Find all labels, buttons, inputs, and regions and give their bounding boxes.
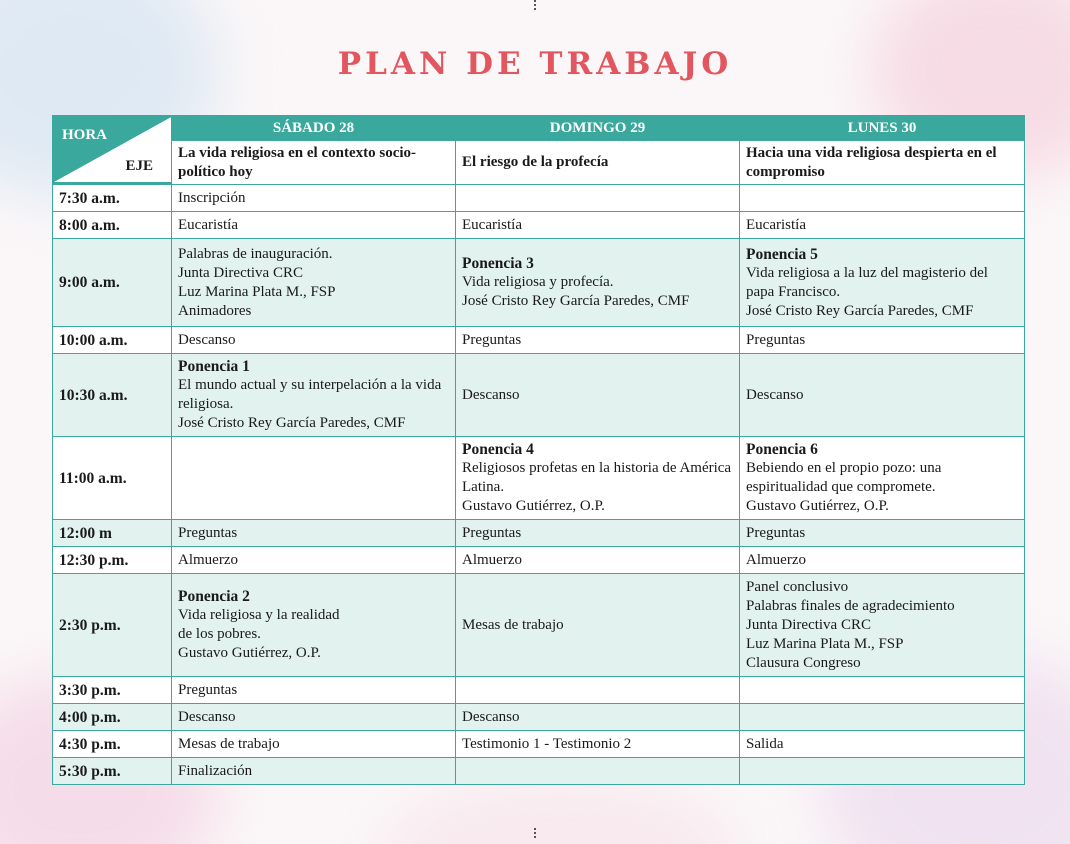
activity-text: Descanso [462, 708, 520, 725]
activity-cell-lunes [740, 547, 1025, 574]
activity-text: Descanso [746, 386, 804, 403]
activity-cell-domingo [456, 547, 740, 574]
activity-cell-sabado [172, 677, 456, 704]
activity-text: Eucaristía [178, 216, 238, 233]
day-header-sabado: SÁBADO 28 [172, 116, 456, 141]
hora-eje-corner [53, 116, 172, 185]
activity-text: de los pobres. [178, 626, 261, 642]
ponencia-label: Ponencia 2 [178, 588, 250, 605]
eje-sabado: La vida religiosa en el contexto socio-político hoy [172, 141, 456, 185]
activity-cell-sabado [172, 574, 456, 677]
activity-cell-lunes [740, 212, 1025, 239]
schedule-row [53, 547, 1025, 574]
activity-cell-sabado [172, 547, 456, 574]
ponencia-label: Ponencia 5 [746, 245, 818, 263]
activity-text: Preguntas [462, 331, 522, 348]
activity-text: Testimonio 1 - Testimonio 2 [462, 735, 632, 752]
activity-cell-lunes [740, 758, 1025, 785]
hour-cell: 5:30 p.m. [53, 758, 172, 785]
activity-text: Gustavo Gutiérrez, O.P. [746, 498, 889, 514]
activity-cell-lunes [740, 677, 1025, 704]
activity-cell-sabado [172, 354, 456, 437]
activity-cell-domingo [456, 574, 740, 677]
activity-cell-lunes [740, 185, 1025, 212]
schedule-row [53, 212, 1025, 239]
hour-cell: 10:00 a.m. [53, 327, 172, 354]
day-header-domingo: DOMINGO 29 [456, 116, 740, 141]
activity-text: Clausura Congreso [746, 654, 861, 671]
activity-cell-sabado [172, 520, 456, 547]
hour-cell: 12:30 p.m. [53, 547, 172, 574]
hour-cell: 7:30 a.m. [53, 185, 172, 212]
hour-cell: 4:30 p.m. [53, 731, 172, 758]
activity-cell-domingo [456, 677, 740, 704]
fold-marker-bottom [534, 828, 536, 840]
hour-cell: 8:00 a.m. [53, 212, 172, 239]
hour-cell: 10:30 a.m. [53, 354, 172, 437]
activity-text: Mesas de trabajo [462, 616, 564, 633]
activity-text: Eucaristía [462, 216, 522, 233]
schedule-row [53, 185, 1025, 212]
eje-lunes: Hacia una vida religiosa despierta en el compromiso [740, 141, 1025, 185]
activity-cell-domingo [456, 239, 740, 327]
activity-text: Preguntas [178, 524, 238, 541]
activity-text: Animadores [178, 302, 252, 319]
activity-cell-lunes [740, 354, 1025, 437]
schedule-row [53, 758, 1025, 785]
activity-text: Mesas de trabajo [178, 735, 280, 752]
activity-cell-sabado [172, 704, 456, 731]
schedule-row [53, 677, 1025, 704]
activity-cell-sabado [172, 731, 456, 758]
eje-label: EJE [125, 158, 153, 174]
activity-cell-domingo [456, 185, 740, 212]
activity-text: Preguntas [746, 524, 806, 541]
activity-text: Preguntas [746, 331, 806, 348]
activity-cell-lunes [740, 731, 1025, 758]
activity-text: Almuerzo [462, 551, 522, 568]
activity-text: Junta Directiva CRC [178, 264, 303, 281]
activity-cell-sabado [172, 327, 456, 354]
activity-text: Almuerzo [746, 551, 806, 568]
activity-text: Descanso [178, 331, 236, 348]
activity-text: José Cristo Rey García Paredes, CMF [462, 293, 690, 309]
activity-cell-lunes [740, 520, 1025, 547]
activity-cell-lunes [740, 704, 1025, 731]
activity-cell-sabado [172, 212, 456, 239]
activity-cell-domingo [456, 520, 740, 547]
activity-text: Finalización [178, 762, 253, 779]
activity-cell-domingo [456, 327, 740, 354]
activity-text: Religiosos profetas en la historia de América Latina. [462, 460, 732, 495]
activity-cell-domingo [456, 212, 740, 239]
eje-domingo: El riesgo de la profecía [456, 141, 740, 185]
activity-text: Gustavo Gutiérrez, O.P. [462, 498, 605, 514]
activity-text: Vida religiosa y profecía. [462, 274, 614, 290]
activity-text: Bebiendo en el propio pozo: una espiritualidad que compromete. [746, 460, 942, 495]
activity-cell-sabado [172, 758, 456, 785]
ponencia-label: Ponencia 1 [178, 358, 250, 375]
activity-text: Almuerzo [178, 551, 238, 568]
activity-text: Vida religiosa a la luz del magisterio del papa Francisco. [746, 264, 988, 300]
activity-cell-domingo [456, 731, 740, 758]
schedule-row [53, 520, 1025, 547]
activity-text: Gustavo Gutiérrez, O.P. [178, 645, 321, 661]
activity-text: Eucaristía [746, 216, 806, 233]
activity-text: Inscripción [178, 189, 246, 206]
activity-cell-sabado [172, 239, 456, 327]
activity-cell-lunes [740, 437, 1025, 520]
schedule-table [52, 115, 1025, 785]
schedule-row [53, 239, 1025, 327]
activity-cell-lunes [740, 574, 1025, 677]
activity-cell-lunes [740, 327, 1025, 354]
schedule-row [53, 574, 1025, 677]
hour-cell: 3:30 p.m. [53, 677, 172, 704]
activity-text: El mundo actual y su interpelación a la vida religiosa. [178, 377, 442, 412]
activity-text: Palabras de inauguración. [178, 245, 333, 262]
activity-text: José Cristo Rey García Paredes, CMF [178, 415, 406, 431]
activity-cell-sabado [172, 437, 456, 520]
activity-text: Descanso [178, 708, 236, 725]
ponencia-label: Ponencia 4 [462, 441, 534, 458]
activity-cell-sabado [172, 185, 456, 212]
activity-text: Panel conclusivo [746, 578, 849, 595]
activity-text: Salida [746, 735, 784, 752]
activity-text: Preguntas [462, 524, 522, 541]
fold-marker-top [534, 0, 536, 12]
hora-label: HORA [62, 127, 107, 143]
activity-cell-domingo [456, 354, 740, 437]
schedule-row [53, 731, 1025, 758]
hour-cell: 9:00 a.m. [53, 239, 172, 327]
schedule-row [53, 704, 1025, 731]
activity-cell-domingo [456, 758, 740, 785]
activity-cell-domingo [456, 704, 740, 731]
day-header-lunes: LUNES 30 [740, 116, 1025, 141]
hour-cell: 4:00 p.m. [53, 704, 172, 731]
activity-text: Vida religiosa y la realidad [178, 607, 340, 623]
page-title: PLAN DE TRABAJO [337, 46, 733, 82]
activity-text: Preguntas [178, 681, 238, 698]
activity-cell-lunes [740, 239, 1025, 327]
schedule-row [53, 354, 1025, 437]
ponencia-label: Ponencia 6 [746, 441, 818, 458]
activity-text: Junta Directiva CRC [746, 616, 871, 633]
activity-cell-domingo [456, 437, 740, 520]
hour-cell: 2:30 p.m. [53, 574, 172, 677]
activity-text: José Cristo Rey García Paredes, CMF [746, 302, 974, 319]
activity-text: Luz Marina Plata M., FSP [746, 635, 904, 652]
activity-text: Descanso [462, 386, 520, 403]
activity-text: Luz Marina Plata M., FSP [178, 283, 336, 300]
activity-text: Palabras finales de agradecimiento [746, 597, 955, 614]
hour-cell: 11:00 a.m. [53, 437, 172, 520]
ponencia-label: Ponencia 3 [462, 255, 534, 272]
hour-cell: 12:00 m [53, 520, 172, 547]
schedule-row [53, 437, 1025, 520]
schedule-row [53, 327, 1025, 354]
